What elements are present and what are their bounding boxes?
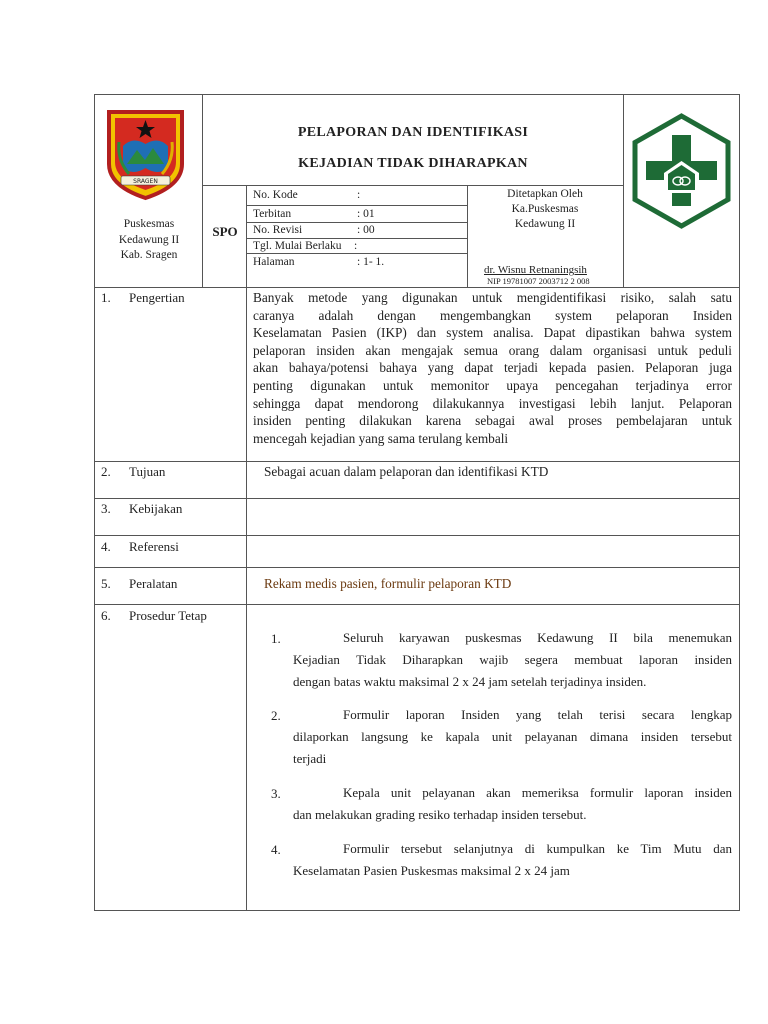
pengertian-text <box>253 289 732 447</box>
header-divider-right-logo <box>623 94 624 287</box>
row-line <box>94 461 740 462</box>
org-name-line: Kab. Sragen <box>120 249 178 261</box>
text-line: caranya adalah dengan mengembangkan system pelaporan Insiden <box>253 307 732 323</box>
text-line: insiden penting dilakukan karena sebagai awal proses pembelajaran untuk <box>253 413 732 429</box>
procedure-number: 3. <box>271 786 281 801</box>
section-label-prosedur: Prosedur Tetap <box>129 608 207 623</box>
procedure-item <box>293 704 732 770</box>
puskesmas-logo <box>631 113 732 229</box>
meta-label: Terbitan <box>253 208 292 220</box>
section-label-pengertian: Pengertian <box>129 290 185 305</box>
text-line: dan melakukan grading resiko terhadap insiden tersebut. <box>293 807 587 822</box>
text-line: Formulir tersebut selanjutnya di kumpulkan ke Tim Mutu dan <box>343 841 732 856</box>
section-label-kebijakan: Kebijakan <box>129 501 183 516</box>
doc-title-line1: PELAPORAN DAN IDENTIFIKASI <box>297 125 529 140</box>
section-number: 1. <box>101 290 111 305</box>
section-label-peralatan: Peralatan <box>129 576 178 591</box>
approver-nip: NIP 19781007 2003712 2 008 <box>487 276 590 286</box>
section-number: 5. <box>101 576 111 591</box>
procedure-item <box>293 627 732 693</box>
procedure-number: 4. <box>271 842 281 857</box>
row-line <box>94 567 740 568</box>
meta-label: Halaman <box>253 256 295 268</box>
approver-name: dr. Wisnu Retnaningsih <box>484 264 587 276</box>
text-line: sehingga dapat mendorong dilakukannya investigasi lebih lanjut. Pelaporan <box>253 395 732 411</box>
section-label-referensi: Referensi <box>129 539 179 554</box>
peralatan-text: Rekam medis pasien, formulir pelaporan KTD <box>264 576 512 591</box>
spo-label: SPO <box>212 224 238 239</box>
text-line: Banyak metode yang digunakan untuk mengidentifikasi risiko, salah satu <box>253 290 732 305</box>
meta-value: : 01 <box>357 208 375 220</box>
sragen-emblem-logo <box>103 106 188 201</box>
header-title-bottom <box>202 185 624 186</box>
header-bottom <box>94 287 740 288</box>
text-line: pelaporan insiden akan mengajak semua orang dalam organisasi untuk peduli <box>253 342 732 358</box>
row-line <box>94 535 740 536</box>
doc-title-line2: KEJADIAN TIDAK DIHARAPKAN <box>298 156 528 171</box>
header-divider-spo <box>246 185 247 287</box>
approval-line: Kedawung II <box>514 218 576 230</box>
meta-value: : 00 <box>357 224 375 236</box>
org-name-line: Puskesmas <box>123 218 175 230</box>
text-line: Kepala unit pelayanan akan memeriksa formulir laporan insiden <box>343 785 732 800</box>
text-line: Seluruh karyawan puskesmas Kedawung II bila menemukan <box>343 630 732 645</box>
approval-line: Ka.Puskesmas <box>511 203 579 215</box>
meta-value: : <box>357 189 361 201</box>
org-name-line: Kedawung II <box>118 234 180 246</box>
procedure-number: 1. <box>271 631 281 646</box>
text-line: dilaporkan langsung ke kapala unit pelayanan dimana insiden tersebut <box>293 729 732 744</box>
meta-label: Tgl. Mulai Berlaku <box>253 240 342 252</box>
approval-line: Ditetapkan Oleh <box>507 188 583 200</box>
text-line: penting digunakan untuk memonitor upaya pencegahan terjadinya error <box>253 377 732 393</box>
text-line: dengan batas waktu maksimal 2 x 24 jam setelah terjadinya insiden. <box>293 674 647 689</box>
meta-value: : <box>354 240 358 252</box>
tujuan-text: Sebagai acuan dalam pelaporan dan identifikasi KTD <box>264 464 549 479</box>
table-border-left <box>94 94 95 911</box>
emblem-banner-text: SRAGEN <box>133 178 158 185</box>
section-label-tujuan: Tujuan <box>129 464 166 479</box>
text-line: Kejadian Tidak Diharapkan wajib segera membuat laporan insiden <box>293 652 732 667</box>
row-line <box>94 604 740 605</box>
row-line <box>94 498 740 499</box>
meta-value: : 1- 1. <box>357 256 385 268</box>
section-number: 3. <box>101 501 111 516</box>
text-line: Formulir laporan Insiden yang telah terisi secara lengkap <box>343 707 732 722</box>
text-line: akan bahaya/potensi bahaya yang dapat terjadi kepada pasien. Pelaporan juga <box>253 360 732 376</box>
text-line: mencegah kejadian yang sama terulang kembali <box>253 430 509 446</box>
section-number: 4. <box>101 539 111 554</box>
section-number: 2. <box>101 464 111 479</box>
meta-label: No. Kode <box>253 189 298 201</box>
text-line: terjadi <box>293 751 327 766</box>
text-line: Keselamatan Pasien (IKP) dan system analisa. Dapat dipastikan bahwa system <box>253 325 732 341</box>
table-border-right <box>739 94 740 911</box>
meta-row-line <box>246 253 468 254</box>
procedure-number: 2. <box>271 708 281 723</box>
body-divider <box>246 287 247 911</box>
table-border-top <box>94 94 740 95</box>
procedure-item <box>293 782 732 826</box>
section-number: 6. <box>101 608 111 623</box>
text-line: Keselamatan Pasien Puskesmas maksimal 2 x 24 jam <box>293 863 570 878</box>
meta-label: No. Revisi <box>253 224 303 236</box>
meta-row-line <box>246 205 468 206</box>
procedure-item <box>293 838 732 882</box>
table-border-bottom <box>94 910 740 911</box>
header-divider-logo <box>202 94 203 287</box>
